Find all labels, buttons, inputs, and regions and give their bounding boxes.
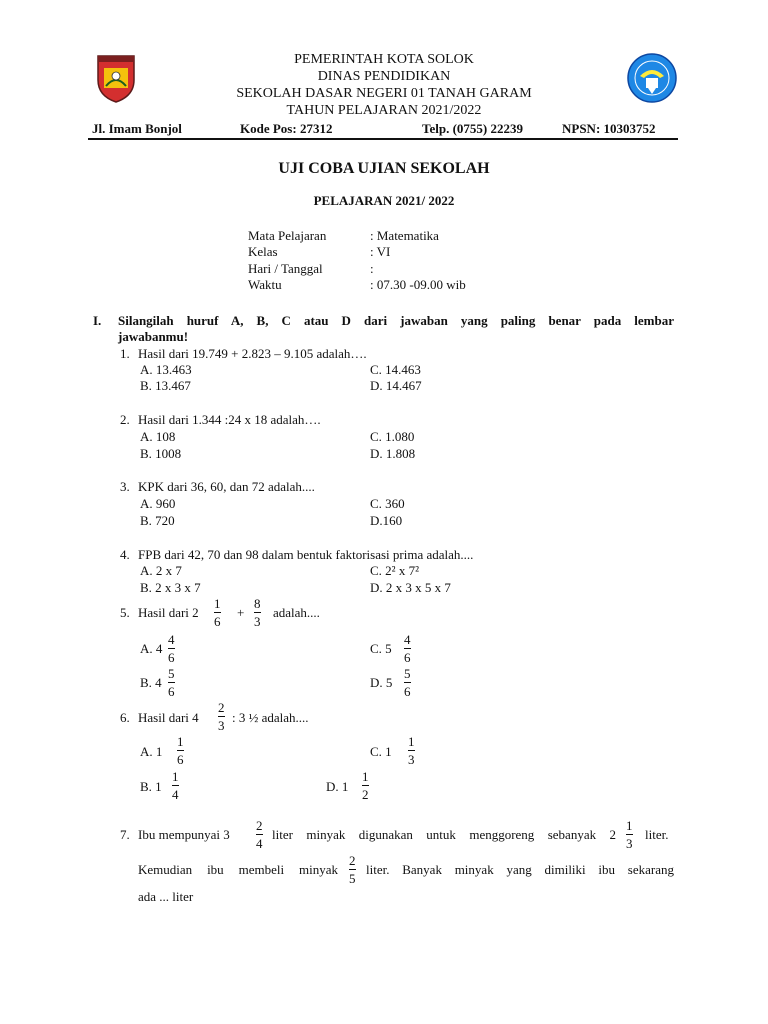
section-instruction-line-2: jawabanmu! [118,329,189,344]
question-4-option-b[interactable]: B. 2 x 3 x 7 [140,580,201,595]
denominator: 6 [168,650,175,665]
numerator: 1 [214,596,221,611]
question-5-text: Hasil dari 2 [138,605,199,620]
question-2-number: 2. [120,412,130,427]
numerator: 4 [404,632,411,647]
question-2-option-b[interactable]: B. 1008 [140,446,182,461]
header-line-1: PEMERINTAH KOTA SOLOK [294,52,474,67]
denominator: 4 [256,836,263,851]
question-6-option-b[interactable]: B. 1 [140,779,162,794]
question-6-option-a-fraction [177,734,184,767]
question-6-text: Hasil dari 4 [138,710,199,725]
info-value-date: : [370,261,374,276]
question-4-option-d[interactable]: D. 2 x 3 x 5 x 7 [370,580,451,595]
question-7-number: 7. [120,827,130,842]
numerator: 4 [168,632,175,647]
question-7-fraction-2 [626,818,633,851]
question-6-option-a[interactable]: A. 1 [140,744,163,759]
question-6-option-c[interactable]: C. 1 [370,744,392,759]
info-value-subject: : Matematika [370,228,439,243]
header-divider [88,138,678,140]
question-5-option-d[interactable]: D. 5 [370,675,393,690]
question-6-option-c-fraction [408,734,415,767]
denominator: 6 [404,650,411,665]
header-line-3: SEKOLAH DASAR NEGERI 01 TANAH GARAM [236,86,532,101]
header-line-2: DINAS PENDIDIKAN [317,69,451,84]
question-3-option-c[interactable]: C. 360 [370,496,405,511]
info-label-subject: Mata Pelajaran [248,228,327,243]
question-7-text-part-2: liter minyak digunakan untuk menggoreng sebanyak 2 [272,827,616,842]
question-2-option-c[interactable]: C. 1.080 [370,429,415,444]
denominator: 6 [214,614,221,629]
denominator: 3 [218,718,225,733]
info-value-class: : VI [370,244,391,259]
numerator: 5 [404,666,411,681]
question-5-option-c-fraction [404,632,411,665]
question-5-tail: adalah.... [273,605,320,620]
question-6-option-d[interactable]: D. 1 [326,779,349,794]
question-6-option-b-fraction [172,769,179,802]
numerator: 2 [218,700,225,715]
question-5-option-b[interactable]: B. 4 [140,675,162,690]
question-1-option-d[interactable]: D. 14.467 [370,378,422,393]
info-label-class: Kelas [248,244,278,259]
numerator: 1 [626,818,633,833]
question-6-option-d-fraction [362,769,369,802]
numerator: 8 [254,596,261,611]
question-4-option-c[interactable]: C. 2² x 7² [370,563,419,578]
denominator: 6 [177,752,184,767]
numerator: 5 [168,666,175,681]
question-7-text-part-6: ada ... liter [138,889,194,904]
question-5-number: 5. [120,605,130,620]
question-1-text: Hasil dari 19.749 + 2.823 – 9.105 adalah…. [138,346,367,361]
question-5-plus: + [237,605,245,620]
denominator: 3 [626,836,633,851]
question-2-option-a[interactable]: A. 108 [140,429,176,444]
question-5-fraction-2 [254,596,261,629]
question-1-number: 1. [120,346,130,361]
section-instruction-line-1: Silangilah huruf A, B, C atau D dari jawaban yang paling benar pada lembar [118,313,674,328]
question-3-option-a[interactable]: A. 960 [140,496,176,511]
question-4-text: FPB dari 42, 70 dan 98 dalam bentuk faktorisasi prima adalah.... [138,547,474,562]
denominator: 6 [404,684,411,699]
header-address: Jl. Imam Bonjol [92,121,182,136]
numerator: 1 [172,769,179,784]
denominator: 3 [254,614,261,629]
question-6-fraction-1 [218,700,225,733]
question-1-option-a[interactable]: A. 13.463 [140,362,192,377]
question-7-text-part-5: liter. Banyak minyak yang dimiliki ibu sekarang [366,862,674,877]
numerator: 2 [256,818,263,833]
question-7-fraction-1 [256,818,263,851]
denominator: 3 [408,752,415,767]
question-2-text: Hasil dari 1.344 :24 x 18 adalah…. [138,412,321,427]
question-5-option-a[interactable]: A. 4 [140,641,163,656]
info-label-time: Waktu [248,277,282,292]
question-7-text-part-3: liter. [645,827,669,842]
section-numeral: I. [93,313,102,328]
question-5-option-b-fraction [168,666,175,699]
city-emblem-label: KOTA SOLOK [100,50,132,56]
numerator: 1 [408,734,415,749]
numerator: 1 [362,769,369,784]
header-npsn: NPSN: 10303752 [562,121,656,136]
question-5-option-a-fraction [168,632,175,665]
denominator: 4 [172,787,179,802]
question-3-text: KPK dari 36, 60, dan 72 adalah.... [138,479,315,494]
question-6-tail: : 3 ½ adalah.... [232,710,309,725]
question-7-text-part-1: Ibu mempunyai 3 [138,827,230,842]
question-3-number: 3. [120,479,130,494]
question-6-number: 6. [120,710,130,725]
exam-title: UJI COBA UJIAN SEKOLAH [278,160,490,177]
question-2-option-d[interactable]: D. 1.808 [370,446,416,461]
denominator: 6 [168,684,175,699]
info-value-time: : 07.30 -09.00 wib [370,277,466,292]
question-7-text-part-4: Kemudian ibu membeli minyak [138,862,338,877]
info-label-date: Hari / Tanggal [248,261,323,276]
exam-subtitle: PELAJARAN 2021/ 2022 [313,193,455,208]
denominator: 2 [362,787,369,802]
question-5-option-c[interactable]: C. 5 [370,641,392,656]
denominator: 5 [349,871,356,886]
question-4-option-a[interactable]: A. 2 x 7 [140,563,182,578]
question-1-option-c[interactable]: C. 14.463 [370,362,421,377]
question-3-option-d[interactable]: D.160 [370,513,403,528]
question-7-fraction-3 [349,853,356,886]
header-postal-code: Kode Pos: 27312 [240,121,333,136]
question-3-option-b[interactable]: B. 720 [140,513,175,528]
numerator: 1 [177,734,184,749]
numerator: 2 [349,853,356,868]
question-4-number: 4. [120,547,130,562]
question-5-option-d-fraction [404,666,411,699]
header-line-4: TAHUN PELAJARAN 2021/2022 [286,103,482,118]
header-phone: Telp. (0755) 22239 [422,121,523,136]
question-5-fraction-1 [214,596,221,629]
question-1-option-b[interactable]: B. 13.467 [140,378,191,393]
